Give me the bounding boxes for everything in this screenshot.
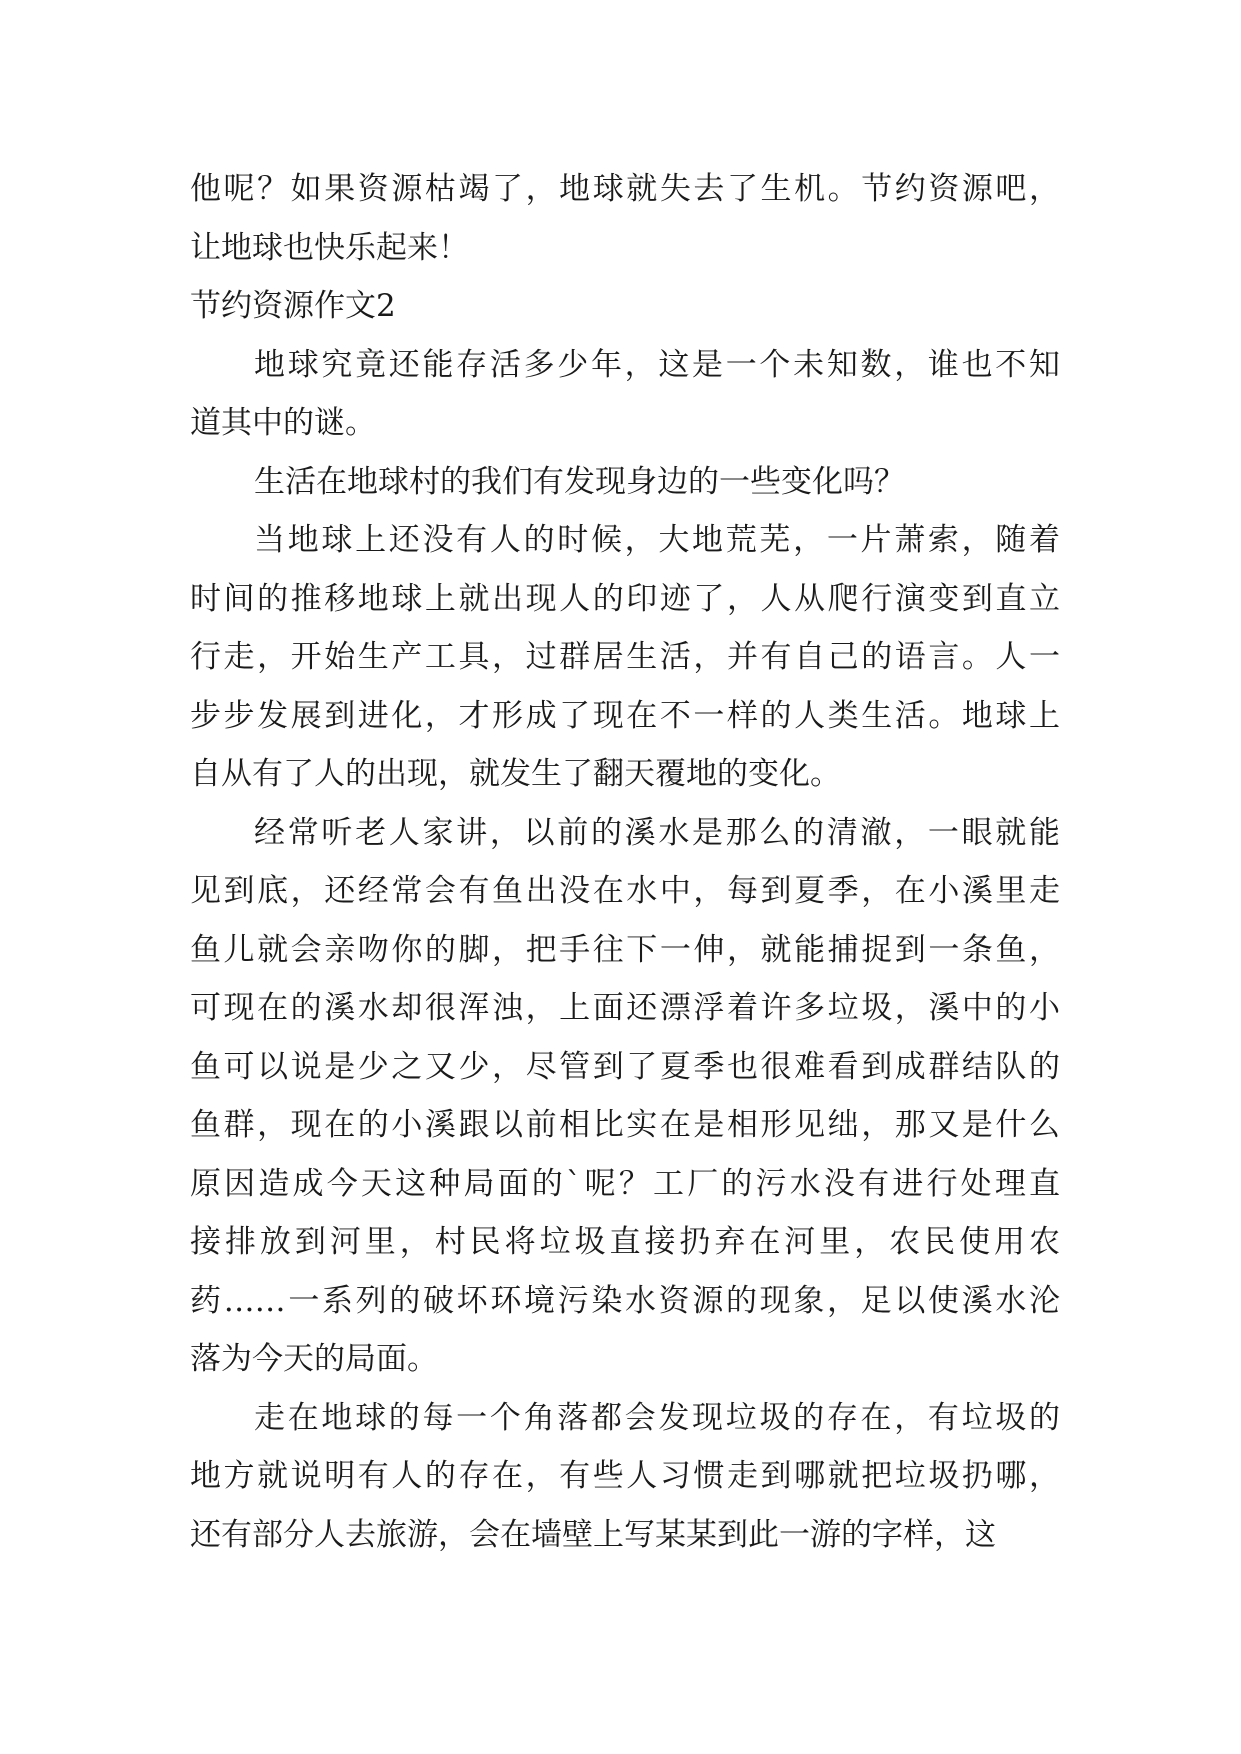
heading-text: 节约资源作文2 <box>190 288 396 324</box>
text-line: 可现在的溪水却很浑浊，上面还漂浮着许多垃圾，溪中的小 <box>190 990 1060 1026</box>
text-line: 道其中的谜。 <box>190 405 376 441</box>
text-line: 地球究竟还能存活多少年，这是一个未知数，谁也不知 <box>254 346 1060 383</box>
text-line: 鱼可以说是少之又少，尽管到了夏季也很难看到成群结队的 <box>190 1048 1060 1085</box>
text-line: 地方就说明有人的存在，有些人习惯走到哪就把垃圾扔哪， <box>190 1458 1060 1494</box>
text-line: 行走，开始生产工具，过群居生活，并有自己的语言。人一 <box>190 639 1060 675</box>
paragraph <box>190 160 1060 277</box>
text-line: 走在地球的每一个角落都会发现垃圾的存在，有垃圾的 <box>254 1399 1060 1436</box>
paragraph <box>190 1389 1060 1565</box>
paragraph <box>190 804 1060 1389</box>
text-line: 时间的推移地球上就出现人的印迹了，人从爬行演变到直立 <box>190 580 1060 617</box>
text-line: 鱼儿就会亲吻你的脚，把手往下一伸，就能捕捉到一条鱼， <box>190 931 1060 968</box>
document-page <box>190 160 1060 1564</box>
text-line: 步步发展到进化，才形成了现在不一样的人类生活。地球上 <box>190 697 1060 734</box>
section-heading <box>190 277 1060 336</box>
text-line: 还有部分人去旅游，会在墙壁上写某某到此一游的字样，这 <box>190 1516 996 1553</box>
text-line: 落为今天的局面。 <box>190 1341 438 1377</box>
text-line: 原因造成今天这种局面的`呢？工厂的污水没有进行处理直 <box>190 1165 1060 1202</box>
text-line: 让地球也快乐起来！ <box>190 229 469 266</box>
text-line: 生活在地球村的我们有发现身边的一些变化吗？ <box>254 463 905 500</box>
text-line: 见到底，还经常会有鱼出没在水中，每到夏季，在小溪里走 <box>190 873 1060 909</box>
paragraph <box>190 453 1060 512</box>
text-line: 当地球上还没有人的时候，大地荒芜，一片萧索，随着 <box>254 522 1060 558</box>
text-line: 自从有了人的出现，就发生了翻天覆地的变化。 <box>190 756 841 792</box>
text-line: 他呢？如果资源枯竭了，地球就失去了生机。节约资源吧， <box>190 171 1060 207</box>
text-line: 接排放到河里，村民将垃圾直接扔弃在河里，农民使用农 <box>190 1224 1060 1260</box>
text-line: 鱼群，现在的小溪跟以前相比实在是相形见绌，那又是什么 <box>190 1107 1060 1143</box>
text-line: 药……一系列的破坏环境污染水资源的现象，足以使溪水沦 <box>190 1282 1060 1319</box>
text-line: 经常听老人家讲，以前的溪水是那么的清澈，一眼就能 <box>254 814 1060 851</box>
paragraph <box>190 511 1060 804</box>
paragraph <box>190 336 1060 453</box>
